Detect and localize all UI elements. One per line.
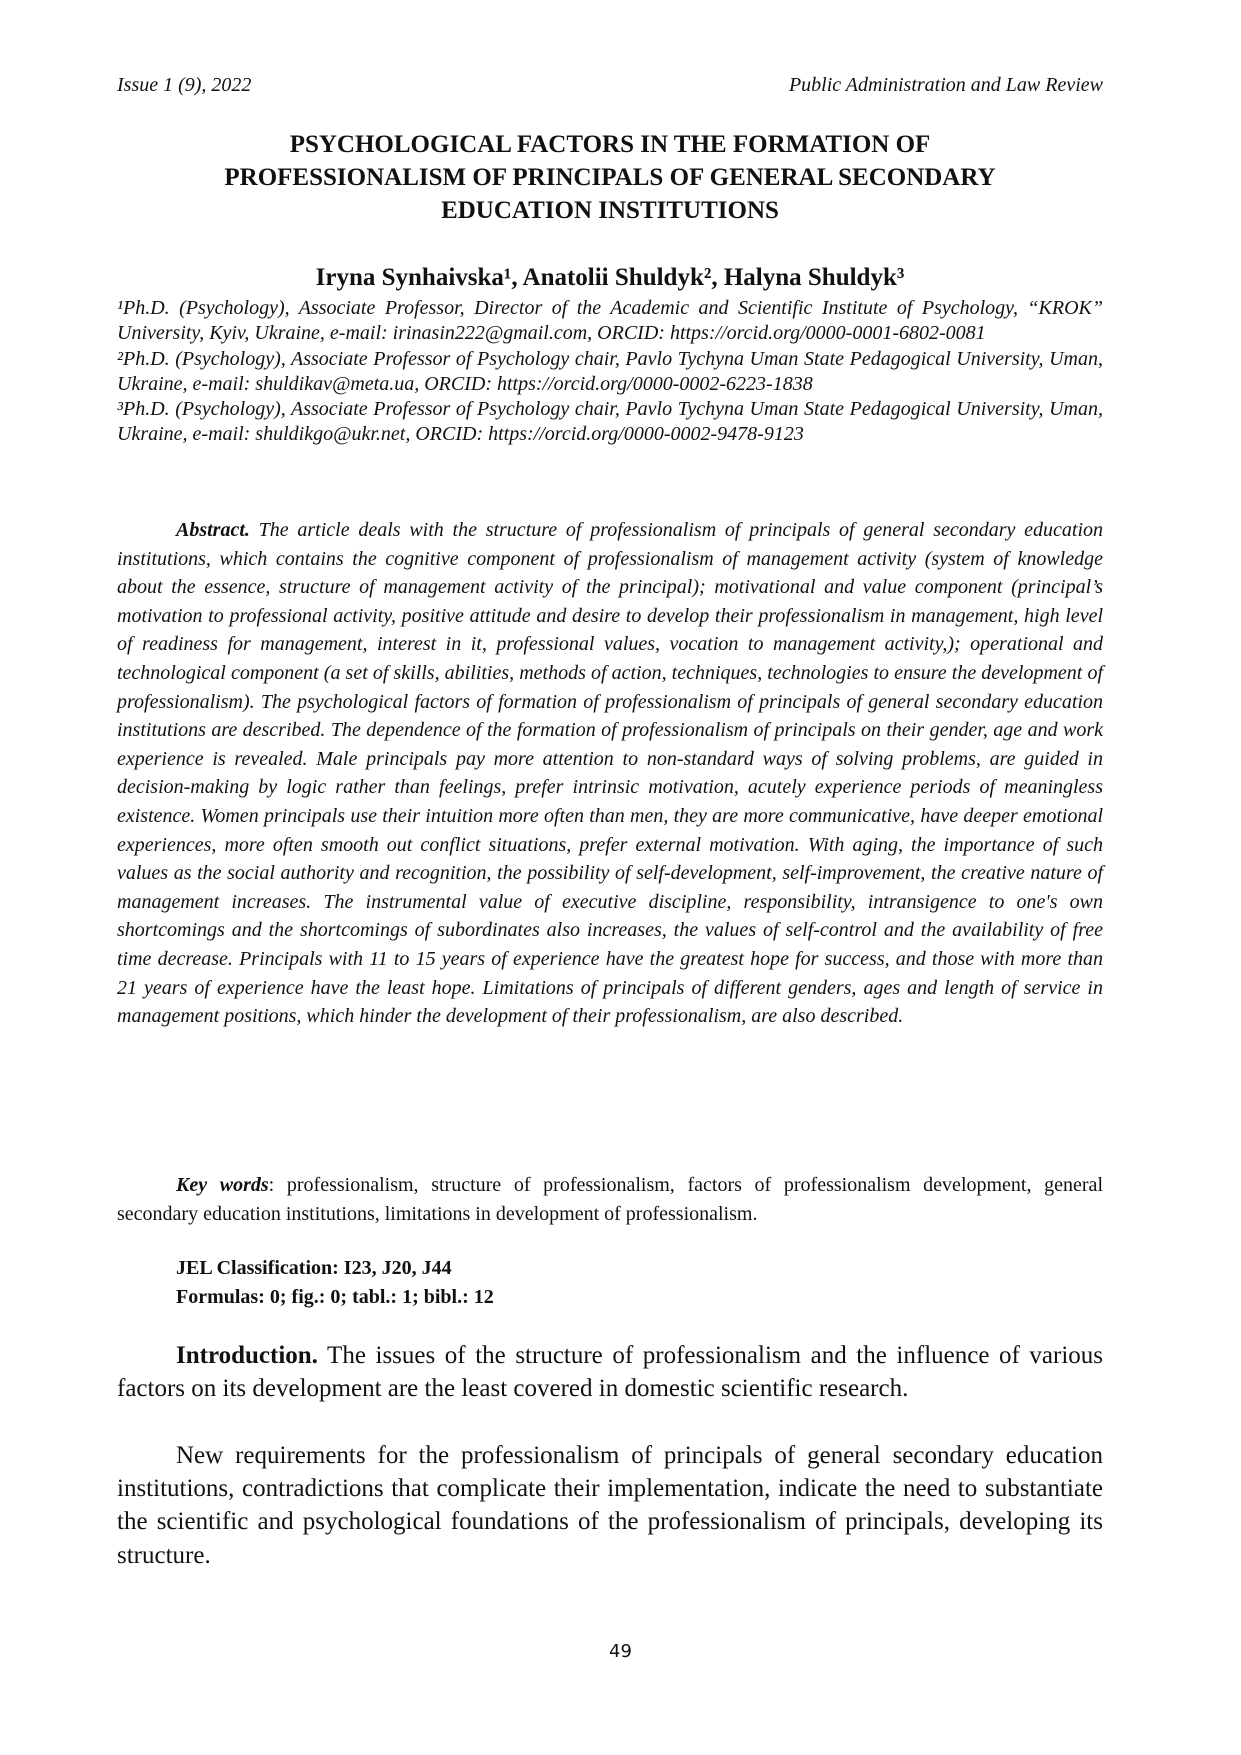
affiliation-1: ¹Ph.D. (Psychology), Associate Professor, Director of the Academic and Scientific Institute of Psychology, “KROK” University, Kyiv, Ukraine, e-mail: irinasin222@gmail.com, ORCID: https://orcid.org/0000-0001-6802-0081 (117, 297, 1103, 345)
title-line: PSYCHOLOGICAL FACTORS IN THE FORMATION OF (289, 131, 931, 158)
page-number: 49 (609, 1641, 632, 1662)
introduction-text: The issues of the structure of professionalism and the influence of various factors on its development are the least covered in domestic scientific research. (117, 1342, 1103, 1403)
jel-classification: JEL Classification: I23, J20, J44 (176, 1257, 452, 1279)
title-line: PROFESSIONALISM OF PRINCIPALS OF GENERAL SECONDARY (224, 164, 996, 191)
keywords-text: : professionalism, structure of professionalism, factors of professionalism development, general secondary education institutions, limitations in development of professionalism. (117, 1174, 1103, 1225)
affiliations (117, 296, 1103, 448)
introduction-label: Introduction. (176, 1342, 318, 1369)
abstract-label: Abstract. (176, 519, 250, 541)
issue-label: Issue 1 (9), 2022 (117, 74, 252, 96)
keywords (117, 1171, 1103, 1228)
journal-name: Public Administration and Law Review (788, 74, 1103, 96)
abstract-text: The article deals with the structure of professionalism of principals of general secondary education institutions, which contains the cognitive component of professionalism of management activity (system of knowledge about the essence, structure of management activity of the principal); motivational and value component (principal’s motivation to professional activity, positive attitude and desire to develop their professionalism in management, high level of readiness for management, interest in it, professional values, vocation to management activity,); operational and technological component (a set of skills, abilities, methods of action, techniques, technologies to ensure the development of professionalism). The psychological factors of formation of professionalism of principals of general secondary education institutions are described. The dependence of the formation of professionalism of principals on their gender, age and work experience is revealed. Male principals pay more attention to non-standard ways of solving problems, are guided in decision-making by logic rather than feelings, prefer intrinsic motivation, acutely experience periods of meaningless existence. Women principals use their intuition more often than men, they are more communicative, have deeper emotional experiences, more often smooth out conflict situations, prefer external motivation. With aging, the importance of such values as the social authority and recognition, the possibility of self-development, self-improvement, the creative nature of management increases. The instrumental value of executive discipline, responsibility, intransigence to one's own shortcomings and the shortcomings of subordinates also increases, the values of self-control and the availability of free time decrease. Principals with 11 to 15 years of experience have the greatest hope for success, and those with more than 21 years of experience have the least hope. Limitations of principals of different genders, ages and length of service in management positions, which hinder the development of their professionalism, are also described. (117, 519, 1103, 1028)
paper-title (117, 128, 1103, 227)
author-list: Iryna Synhaivska¹, Anatolii Shuldyk², Halyna Shuldyk³ (315, 264, 905, 291)
introduction-paragraph-1 (117, 1339, 1103, 1405)
formula-counts: Formulas: 0; fig.: 0; tabl.: 1; bibl.: 12 (176, 1286, 494, 1308)
abstract (117, 516, 1103, 1031)
affiliation-2: ²Ph.D. (Psychology), Associate Professor of Psychology chair, Pavlo Tychyna Uman State Pedagogical University, Uman, Ukraine, e-mail: shuldikav@meta.ua, ORCID: https://orcid.org/0000-0002-6223-1838 (117, 347, 1103, 395)
running-header (117, 74, 1103, 104)
affiliation-3: ³Ph.D. (Psychology), Associate Professor of Psychology chair, Pavlo Tychyna Uman State Pedagogical University, Uman, Ukraine, e-mail: shuldikgo@ukr.net, ORCID: https://orcid.org/0000-0002-9478-9123 (117, 398, 1103, 446)
title-line: EDUCATION INSTITUTIONS (441, 197, 779, 224)
keywords-label: Key words (176, 1174, 269, 1196)
introduction-paragraph-2: New requirements for the professionalism of principals of general secondary education institutions, contradictions that complicate their implementation, indicate the need to substantiate the scientific and psychological foundations of the professionalism of principals, developing its structure. (117, 1442, 1103, 1569)
